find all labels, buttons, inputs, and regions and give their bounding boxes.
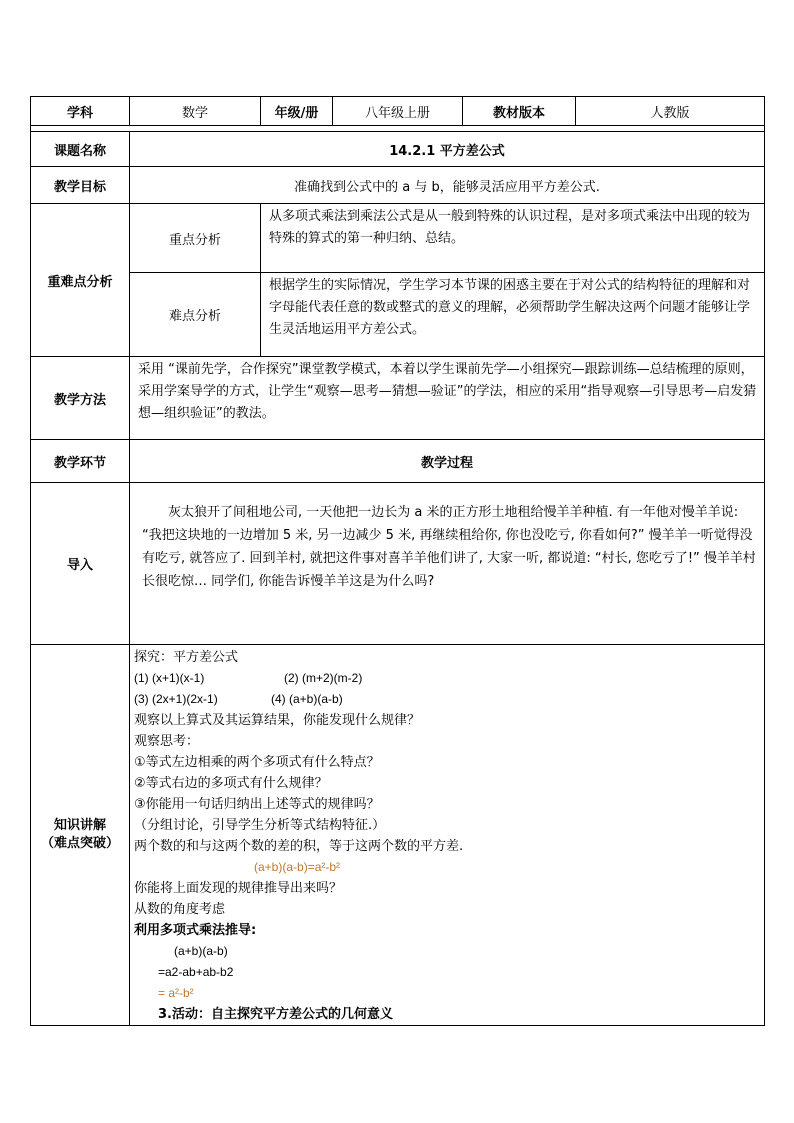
- expr-3: (3) (2x+1)(2x-1): [134, 692, 218, 706]
- lesson-title: 14.2.1 平方差公式: [130, 132, 765, 167]
- process-label: 教学过程: [130, 440, 765, 483]
- knowledge-label-cell: [31, 645, 130, 1026]
- intro-text: 灰太狼开了间租地公司, 一天他把一边长为 a 米的正方形土地租给慢羊羊种植. 有一年他对慢羊羊说: “我把这块地的一边增加 5 米, 另一边减少 5 米, 再继续租给你, 你也没吃亏, 你看如何?” 慢羊羊一听觉得没有吃亏, 就答应了. 回到羊村, 就把这件事对喜羊羊他们讲了, 大家一听, 都说道: “村长, 您吃亏了!” 慢羊羊村长很吃惊… 同学们, 你能告诉慢羊羊这是为什么吗?: [130, 483, 765, 645]
- question-1: ①等式左边相乘的两个多项式有什么特点？: [134, 755, 380, 770]
- edition-value: 人教版: [576, 97, 765, 126]
- knowledge-sublabel: （难点突破）: [40, 836, 119, 851]
- derivation-step-3-value: a²-b²: [168, 986, 194, 1000]
- derivation-step-3-prefix: =: [158, 986, 169, 1000]
- goal-label: 教学目标: [31, 167, 130, 204]
- formula: (a+b)(a-b)=a²-b²: [254, 860, 341, 874]
- expr-2: (2) (m+2)(m-2): [284, 671, 363, 685]
- lesson-label: 课题名称: [31, 132, 130, 167]
- knowledge-row: [31, 645, 765, 1026]
- expr-row-2: [134, 689, 764, 710]
- explore-title: 探究：平方差公式: [134, 650, 239, 665]
- knowledge-content: [130, 645, 765, 1026]
- key-analysis-row: [31, 204, 765, 273]
- derivation-step-3: [134, 983, 764, 1004]
- knowledge-label: 知识讲解: [53, 818, 106, 833]
- lesson-row: [31, 132, 765, 167]
- question-2: ②等式右边的多项式有什么规律？: [134, 776, 328, 791]
- goal-text: 准确找到公式中的 a 与 b，能够灵活应用平方差公式.: [130, 167, 765, 204]
- edition-label: 教材版本: [463, 97, 576, 126]
- difficult-analysis-label: 难点分析: [130, 273, 261, 357]
- subject-value: 数学: [130, 97, 261, 126]
- goal-row: [31, 167, 765, 204]
- method-row: [31, 357, 765, 440]
- derive-question: 你能将上面发现的规律推导出来吗？: [134, 881, 343, 896]
- rule-text: 两个数的和与这两个数的差的积，等于这两个数的平方差.: [134, 839, 464, 854]
- subject-label: 学科: [31, 97, 130, 126]
- process-stage-label: 教学环节: [31, 440, 130, 483]
- expr-row-1: [134, 668, 764, 689]
- derivation-step-2: =a2-ab+ab-b2: [158, 965, 234, 979]
- observe-think: 观察思考：: [134, 734, 200, 749]
- expr-4: (4) (a+b)(a-b): [271, 692, 343, 706]
- difficult-analysis-row: [31, 273, 765, 357]
- key-analysis-text: 从多项式乘法到乘法公式是从一般到特殊的认识过程，是对多项式乘法中出现的较为特殊的算式的第一种归纳、总结。: [261, 204, 765, 273]
- lesson-plan-table: [30, 96, 765, 1026]
- number-angle: 从数的角度考虑: [134, 902, 226, 917]
- group-discussion: （分组讨论，引导学生分析等式结构特征.）: [134, 818, 386, 833]
- analysis-label: 重难点分析: [31, 204, 130, 357]
- activity-title: 3.活动：自主探究平方差公式的几何意义: [158, 1007, 393, 1022]
- expr-1: (1) (x+1)(x-1): [134, 671, 205, 685]
- derivation-step-1: (a+b)(a-b): [174, 944, 228, 958]
- poly-derivation: 利用多项式乘法推导:: [134, 923, 257, 938]
- key-analysis-label: 重点分析: [130, 204, 261, 273]
- header-row: [31, 97, 765, 126]
- observe-question: 观察以上算式及其运算结果，你能发现什么规律？: [134, 713, 421, 728]
- method-text: 采用 “课前先学，合作探究”课堂教学模式，本着以学生课前先学—小组探究—跟踪训练—总结梳理的原则，采用学案导学的方式，让学生“观察—思考—猜想—验证”的学法，相应的采用“指导观察—引导思考—启发猜想—组织验证”的教法。: [130, 357, 765, 440]
- question-3: ③你能用一句话归纳出上述等式的规律吗？: [134, 797, 380, 812]
- grade-label: 年级/册: [261, 97, 333, 126]
- process-header-row: [31, 440, 765, 483]
- grade-value: 八年级上册: [333, 97, 463, 126]
- intro-row: [31, 483, 765, 645]
- intro-label: 导入: [31, 483, 130, 645]
- method-label: 教学方法: [31, 357, 130, 440]
- difficult-analysis-text: 根据学生的实际情况，学生学习本节课的困惑主要在于对公式的结构特征的理解和对字母能代表任意的数或整式的意义的理解，必须帮助学生解决这两个问题才能够让学生灵活地运用平方差公式。: [261, 273, 765, 357]
